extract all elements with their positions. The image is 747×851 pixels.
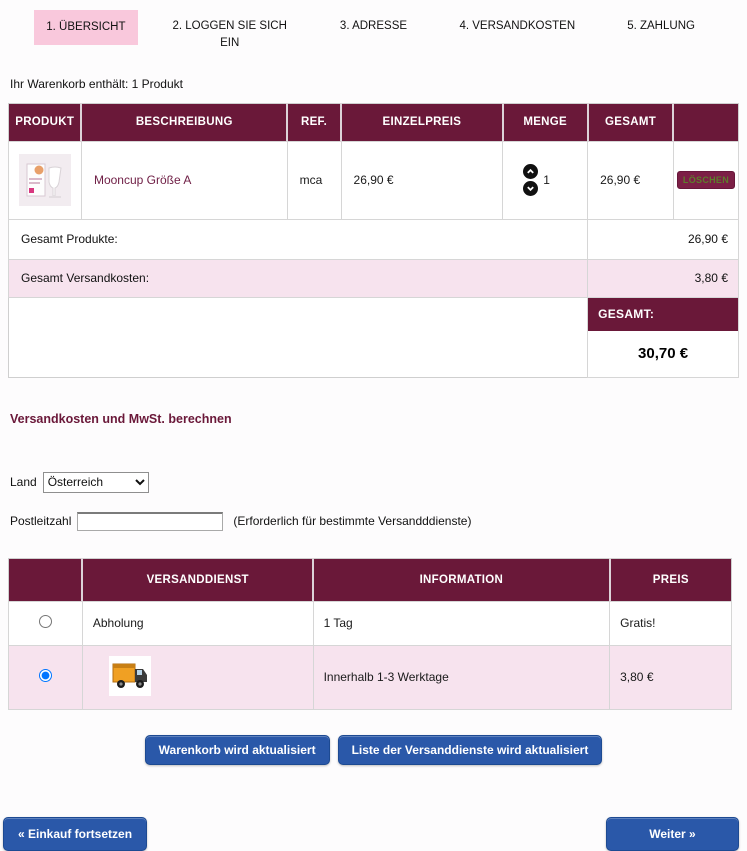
radio-cell: [9, 601, 83, 645]
zip-label: Postleitzahl: [10, 514, 72, 528]
grand-total-label: GESAMT:: [588, 298, 738, 331]
radio-cell: [9, 645, 83, 709]
col-header-ref: REF.: [287, 103, 341, 141]
col-header-preis: PREIS: [610, 558, 732, 601]
col-header-radio: [9, 558, 83, 601]
product-ref-cell: mca: [287, 141, 341, 219]
carrier-price-cell: Gratis!: [610, 601, 732, 645]
grand-total-row: [9, 297, 739, 377]
carrier-price-cell: 3,80 €: [610, 645, 732, 709]
cart-summary-text: Ihr Warenkorb enthält: 1 Produkt: [10, 76, 183, 91]
chevron-down-icon: [526, 184, 535, 193]
total-products-label: Gesamt Produkte:: [9, 219, 588, 259]
step-label: 5. ZAHLUNG: [627, 20, 695, 32]
total-shipping-value: 3,80 €: [588, 259, 739, 297]
shipping-radio-abholung[interactable]: [39, 615, 52, 628]
col-header-gesamt: GESAMT: [588, 103, 674, 141]
col-header-produkt: PRODUKT: [9, 103, 82, 141]
carrier-info-cell: Innerhalb 1-3 Werktage: [313, 645, 610, 709]
total-shipping-label: Gesamt Versandkosten:: [9, 259, 588, 297]
col-header-actions: [673, 103, 738, 141]
grand-total-cell: [588, 297, 739, 377]
step-uebersicht[interactable]: [14, 10, 158, 61]
next-button[interactable]: Weiter »: [606, 817, 739, 851]
zip-input[interactable]: [77, 512, 223, 531]
col-header-information: INFORMATION: [313, 558, 610, 601]
chevron-up-icon: [526, 167, 535, 176]
cart-table: [8, 103, 739, 378]
product-total-cell: 26,90 €: [588, 141, 674, 219]
grand-total-value: 30,70 €: [638, 345, 689, 362]
step-adresse[interactable]: [302, 10, 446, 61]
step-label: 2. LOGGEN SIE SICH EIN: [172, 20, 287, 50]
step-label: 4. VERSANDKOSTEN: [459, 20, 576, 32]
shipping-table: [8, 558, 732, 710]
update-carriers-button[interactable]: Liste der Versanddienste wird aktualisiert: [338, 735, 603, 765]
quantity-down-button[interactable]: [523, 181, 538, 196]
col-header-menge: MENGE: [503, 103, 588, 141]
country-label: Land: [10, 475, 37, 489]
product-actions-cell: [673, 141, 738, 219]
shipping-option-abholung-row: [9, 601, 732, 645]
step-label: 3. ADRESSE: [339, 20, 408, 32]
step-login[interactable]: [158, 10, 302, 61]
col-header-einzelpreis: EINZELPREIS: [341, 103, 503, 141]
step-label: 1. ÜBERSICHT: [34, 10, 137, 45]
total-shipping-row: [9, 259, 739, 297]
quantity-value: 1: [543, 173, 550, 187]
cart-table-header-row: [9, 103, 739, 141]
product-description-cell: [81, 141, 287, 219]
grand-total-spacer: [9, 297, 588, 377]
product-name-link[interactable]: Mooncup Größe A: [93, 173, 192, 187]
continue-shopping-button[interactable]: « Einkauf fortsetzen: [3, 817, 147, 851]
product-unit-price-cell: 26,90 €: [341, 141, 503, 219]
shipping-section-title: Versandkosten und MwSt. berechnen: [10, 411, 232, 426]
total-products-row: [9, 219, 739, 259]
country-select[interactable]: [43, 472, 149, 493]
shipping-table-header-row: [9, 558, 732, 601]
truck-icon: [109, 656, 151, 696]
carrier-name-cell: Abholung: [82, 601, 313, 645]
cart-product-row: [9, 141, 739, 219]
product-qty-cell: [503, 141, 588, 219]
shipping-radio-delivery[interactable]: [39, 669, 52, 682]
carrier-logo-cell: [82, 645, 313, 709]
checkout-steps: [14, 10, 733, 61]
total-products-value: 26,90 €: [588, 219, 739, 259]
carrier-info-cell: 1 Tag: [313, 601, 610, 645]
delete-product-button[interactable]: LÖSCHEN: [677, 171, 735, 189]
quantity-up-button[interactable]: [523, 164, 538, 179]
product-image[interactable]: [19, 154, 71, 206]
update-cart-button[interactable]: Warenkorb wird aktualisiert: [145, 735, 330, 765]
step-zahlung[interactable]: [589, 10, 733, 61]
col-header-beschreibung: BESCHREIBUNG: [81, 103, 287, 141]
step-versandkosten[interactable]: [445, 10, 589, 61]
shipping-option-carrier-row: [9, 645, 732, 709]
product-image-cell: [9, 141, 82, 219]
zip-note: (Erforderlich für bestimmte Versandddienste): [233, 514, 472, 528]
col-header-versanddienst: VERSANDDIENST: [82, 558, 313, 601]
